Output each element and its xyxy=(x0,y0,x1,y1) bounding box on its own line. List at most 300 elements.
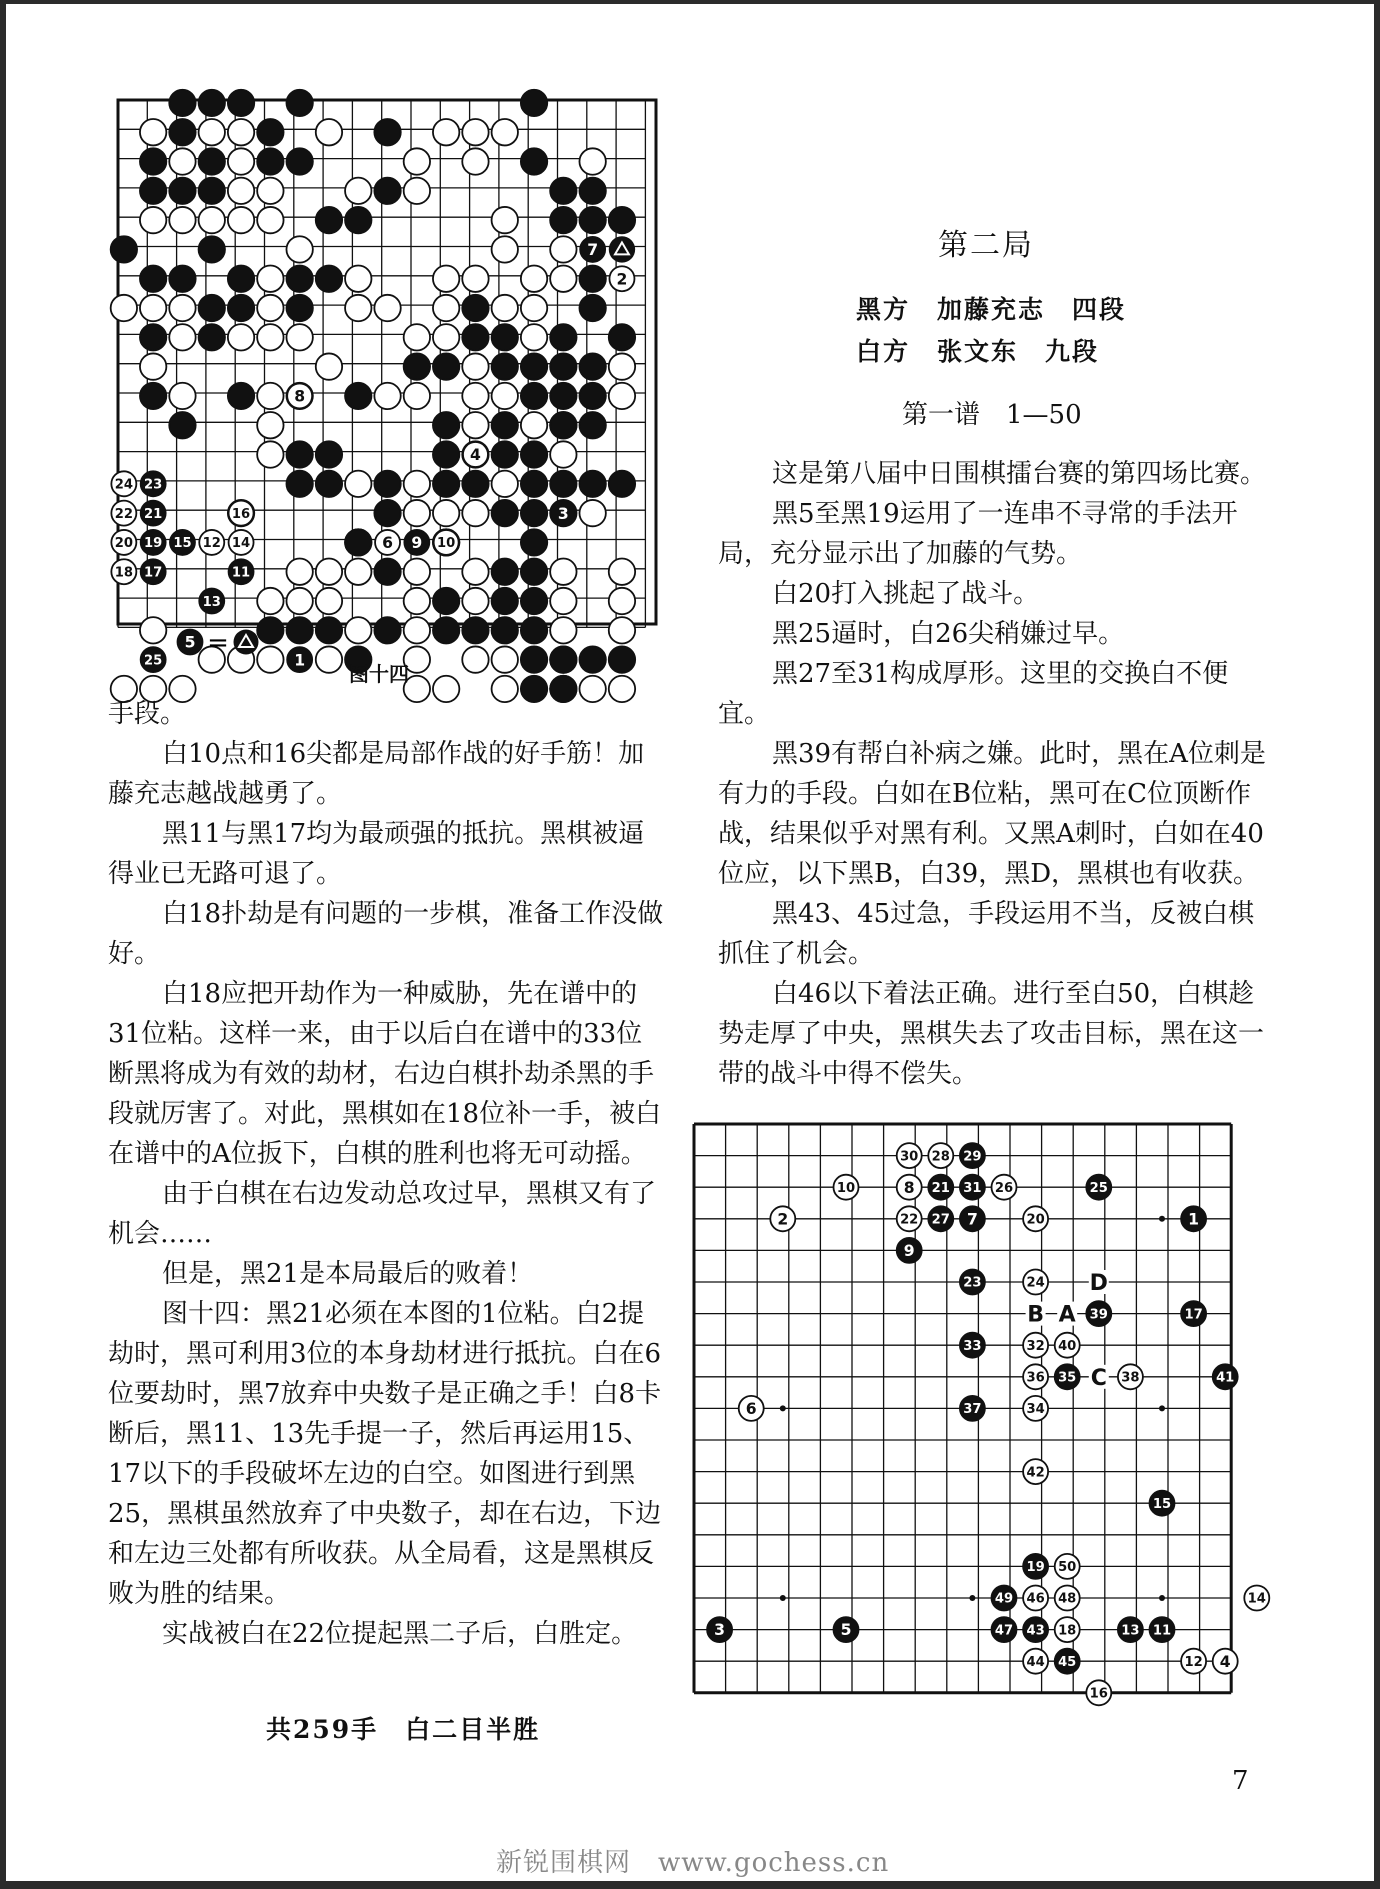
white-stone xyxy=(140,353,166,379)
black-stone xyxy=(169,178,195,204)
black-stone xyxy=(316,441,342,467)
black-move-9-label: 9 xyxy=(411,534,423,553)
white-stone xyxy=(169,383,195,409)
white-move-18-label: 18 xyxy=(1058,1623,1077,1639)
black-stone xyxy=(492,353,518,379)
white-stone xyxy=(404,617,430,643)
black-stone xyxy=(374,559,400,585)
legend-equals: = xyxy=(207,628,229,658)
black-stone xyxy=(521,500,547,526)
black-stone xyxy=(286,617,312,643)
white-stone xyxy=(140,617,166,643)
black-stone xyxy=(521,441,547,467)
black-stone xyxy=(492,412,518,438)
white-stone xyxy=(492,383,518,409)
left-para-6: 但是，黑21是本局最后的败着！ xyxy=(162,1259,534,1289)
black-move-11-label: 11 xyxy=(1152,1623,1172,1639)
white-stone xyxy=(462,412,488,438)
white-stone xyxy=(433,324,459,350)
black-stone xyxy=(609,207,635,233)
white-move-40-label: 40 xyxy=(1058,1338,1077,1354)
go-diagram-14 xyxy=(112,94,668,670)
white-stone xyxy=(462,383,488,409)
black-move-29-label: 29 xyxy=(963,1149,982,1165)
go-diagram-record-1 xyxy=(688,1118,1266,1712)
black-move-31-label: 31 xyxy=(963,1180,982,1196)
white-stone xyxy=(462,266,488,292)
black-move-21-label: 21 xyxy=(144,506,163,522)
white-move-10-label: 10 xyxy=(437,536,456,552)
white-stone xyxy=(257,588,283,614)
black-stone xyxy=(579,207,605,233)
white-stone xyxy=(579,148,605,174)
black-stone xyxy=(579,178,605,204)
right-para-6: 黑39有帮白补病之嫌。此时，黑在A位刺是有力的手段。白如在B位粘，黑可在C位顶断作战，结果似乎对黑有利。又黑A刺时，白如在40位应，以下黑B，白39，黑D，黑棋也有收获。 xyxy=(718,739,1266,889)
white-move-6-label: 6 xyxy=(745,1400,757,1419)
white-stone xyxy=(345,559,371,585)
page-number: 7 xyxy=(1232,1766,1249,1796)
white-move-16-label: 16 xyxy=(231,506,251,522)
black-move-13-label: 13 xyxy=(1121,1623,1140,1639)
black-stone xyxy=(286,148,312,174)
white-stone xyxy=(257,646,283,672)
white-stone xyxy=(286,559,312,585)
black-stone xyxy=(433,441,459,467)
black-move-23-label: 23 xyxy=(144,477,163,493)
black-stone xyxy=(199,295,225,321)
black-stone xyxy=(433,617,459,643)
white-player: 白方 张文东 九段 xyxy=(856,337,1100,366)
black-stone xyxy=(550,646,576,672)
white-stone xyxy=(228,119,254,145)
white-stone xyxy=(404,559,430,585)
white-stone xyxy=(609,617,635,643)
white-stone xyxy=(257,383,283,409)
white-stone xyxy=(404,178,430,204)
black-stone xyxy=(609,471,635,497)
black-move-19-label: 19 xyxy=(1026,1560,1045,1576)
white-stone xyxy=(521,324,547,350)
white-stone xyxy=(609,383,635,409)
white-stone xyxy=(228,148,254,174)
white-move-20-label: 20 xyxy=(114,536,133,552)
black-stone xyxy=(374,617,400,643)
white-stone xyxy=(462,646,488,672)
white-stone xyxy=(257,266,283,292)
white-stone xyxy=(169,295,195,321)
white-move-44-label: 44 xyxy=(1026,1654,1045,1670)
white-stone xyxy=(462,353,488,379)
left-para-7: 图十四：黑21必须在本图的1位粘。白2提劫时，黑可利用3位的本身劫材进行抵抗。白在6位要劫时，黑7放弃中央数子是正确之手！白8卡断后，黑11、13先手提一子，然后再运用15、17以下的手段破坏左边的白空。如图进行到黑25，黑棋虽然放弃了中央数子，却在右边，下边和左边三处都有所收获。从全局看，这是黑棋反败为胜的结果。 xyxy=(108,1299,662,1609)
white-stone xyxy=(316,119,342,145)
white-stone xyxy=(462,500,488,526)
black-stone xyxy=(550,412,576,438)
black-stone xyxy=(609,324,635,350)
right-para-3: 白20打入挑起了战斗。 xyxy=(772,579,1040,609)
white-stone xyxy=(286,324,312,350)
black-stone xyxy=(169,412,195,438)
black-stone xyxy=(579,353,605,379)
black-stone xyxy=(433,412,459,438)
black-stone xyxy=(521,588,547,614)
point-label-B: B xyxy=(1027,1302,1044,1328)
white-stone xyxy=(492,471,518,497)
white-stone xyxy=(462,148,488,174)
white-stone xyxy=(169,207,195,233)
frame-left xyxy=(0,0,6,1889)
black-move-25-label: 25 xyxy=(1089,1180,1108,1196)
white-move-48-label: 48 xyxy=(1058,1591,1077,1607)
black-move-37-label: 37 xyxy=(963,1402,982,1418)
white-stone xyxy=(345,178,371,204)
left-para-2: 黑11与黑17均为最顽强的抵抗。黑棋被逼得业已无路可退了。 xyxy=(108,819,645,889)
black-stone xyxy=(316,266,342,292)
star-point xyxy=(780,1595,786,1601)
white-stone xyxy=(316,353,342,379)
black-stone xyxy=(111,236,137,262)
left-para-8: 实战被白在22位提起黑二子后，白胜定。 xyxy=(162,1619,638,1649)
white-move-16-label: 16 xyxy=(1089,1686,1108,1702)
white-stone xyxy=(257,207,283,233)
black-stone xyxy=(521,617,547,643)
white-stone xyxy=(404,324,430,350)
white-stone xyxy=(169,324,195,350)
black-move-19-label: 19 xyxy=(144,536,163,552)
black-stone xyxy=(433,471,459,497)
black-move-47-label: 47 xyxy=(994,1623,1014,1639)
black-stone xyxy=(257,617,283,643)
white-move-50-label: 50 xyxy=(1058,1560,1077,1576)
left-para-0: 手段。 xyxy=(108,699,187,729)
white-stone xyxy=(462,588,488,614)
white-move-2-label: 2 xyxy=(616,270,628,289)
black-player: 黑方 加藤充志 四段 xyxy=(856,295,1127,324)
black-move-45-label: 45 xyxy=(1058,1654,1077,1670)
white-stone xyxy=(140,295,166,321)
white-stone xyxy=(492,646,518,672)
black-stone xyxy=(550,207,576,233)
star-point xyxy=(969,1595,975,1601)
white-stone xyxy=(374,295,400,321)
black-move-1-label: 1 xyxy=(294,651,306,670)
white-move-42-label: 42 xyxy=(1026,1465,1045,1481)
black-stone xyxy=(316,207,342,233)
white-stone xyxy=(404,588,430,614)
black-move-17-label: 17 xyxy=(144,565,163,581)
black-stone xyxy=(140,266,166,292)
white-stone xyxy=(374,383,400,409)
black-move-11-label: 11 xyxy=(231,565,251,581)
white-stone xyxy=(433,500,459,526)
black-stone xyxy=(462,617,488,643)
point-label-D: D xyxy=(1089,1271,1108,1296)
point-label-A: A xyxy=(1058,1302,1076,1328)
white-stone xyxy=(140,119,166,145)
white-move-4-label: 4 xyxy=(1219,1652,1231,1671)
black-stone xyxy=(579,646,605,672)
right-para-4: 黑25逼时，白26尖稍嫌过早。 xyxy=(772,619,1125,649)
white-stone xyxy=(316,588,342,614)
black-stone xyxy=(228,295,254,321)
white-stone xyxy=(609,353,635,379)
black-stone xyxy=(257,119,283,145)
black-move-39-label: 39 xyxy=(1089,1307,1108,1323)
point-label-C: C xyxy=(1090,1365,1107,1391)
black-move-43-label: 43 xyxy=(1026,1623,1045,1639)
black-move-5-label: 5 xyxy=(840,1621,852,1640)
black-stone xyxy=(199,148,225,174)
black-stone xyxy=(462,471,488,497)
white-stone xyxy=(550,617,576,643)
white-stone xyxy=(228,178,254,204)
black-stone xyxy=(550,383,576,409)
black-stone xyxy=(199,324,225,350)
black-move-9-label: 9 xyxy=(903,1242,915,1261)
white-stone xyxy=(404,148,430,174)
black-stone xyxy=(228,266,254,292)
black-stone xyxy=(316,617,342,643)
white-move-12-label: 12 xyxy=(1184,1654,1203,1670)
black-stone xyxy=(140,148,166,174)
white-stone xyxy=(257,295,283,321)
white-stone xyxy=(492,207,518,233)
black-stone xyxy=(521,646,547,672)
white-stone xyxy=(550,588,576,614)
black-stone xyxy=(199,178,225,204)
black-move-49-label: 49 xyxy=(994,1591,1014,1607)
black-stone xyxy=(521,559,547,585)
black-move-17-label: 17 xyxy=(1184,1307,1203,1323)
black-stone xyxy=(169,266,195,292)
black-stone xyxy=(286,266,312,292)
black-stone xyxy=(579,266,605,292)
black-move-1-label: 1 xyxy=(1188,1210,1200,1229)
black-stone xyxy=(140,383,166,409)
white-move-24-label: 24 xyxy=(114,477,133,493)
white-stone xyxy=(521,412,547,438)
right-para-1: 这是第八届中日围棋擂台赛的第四场比赛。 xyxy=(772,459,1267,489)
left-para-3: 白18扑劫是有问题的一步棋，准备工作没做好。 xyxy=(108,899,664,969)
white-move-38-label: 38 xyxy=(1121,1370,1140,1386)
legend-black-5-label: 5 xyxy=(184,633,196,652)
white-move-46-label: 46 xyxy=(1026,1591,1045,1607)
white-move-4-label: 4 xyxy=(470,446,481,465)
black-stone xyxy=(199,90,225,116)
star-point xyxy=(1159,1216,1165,1222)
black-stone xyxy=(550,471,576,497)
black-stone xyxy=(492,588,518,614)
black-stone xyxy=(492,559,518,585)
black-stone xyxy=(374,178,400,204)
black-stone xyxy=(579,412,605,438)
black-move-21-label: 21 xyxy=(931,1180,950,1196)
black-stone xyxy=(374,119,400,145)
black-stone xyxy=(228,90,254,116)
black-move-7-label: 7 xyxy=(966,1210,978,1229)
black-stone xyxy=(374,500,400,526)
white-move-14-label: 14 xyxy=(231,536,251,552)
black-stone xyxy=(521,90,547,116)
white-stone xyxy=(579,500,605,526)
white-move-22-label: 22 xyxy=(900,1212,919,1228)
diagram-caption: 图十四 xyxy=(349,662,409,686)
black-stone xyxy=(140,178,166,204)
white-stone xyxy=(199,119,225,145)
star-point xyxy=(1159,1405,1165,1411)
white-move-32-label: 32 xyxy=(1026,1338,1045,1354)
black-stone xyxy=(521,148,547,174)
white-stone xyxy=(345,471,371,497)
black-move-13-label: 13 xyxy=(202,594,221,610)
black-move-7-label: 7 xyxy=(587,241,599,260)
white-move-10-label: 10 xyxy=(836,1180,856,1196)
white-move-24-label: 24 xyxy=(1026,1275,1045,1291)
white-stone xyxy=(404,383,430,409)
white-stone xyxy=(492,236,518,262)
black-move-27-label: 27 xyxy=(931,1212,950,1228)
black-stone xyxy=(550,178,576,204)
white-move-22-label: 22 xyxy=(114,506,133,522)
right-para-8: 白46以下着法正确。进行至白50，白棋趁势走厚了中央，黑棋失去了攻击目标，黑在这一带的战斗中得不偿失。 xyxy=(718,979,1265,1089)
frame-bottom xyxy=(0,1881,1380,1889)
white-move-8-label: 8 xyxy=(903,1178,915,1197)
black-stone xyxy=(286,295,312,321)
white-stone xyxy=(169,148,195,174)
white-move-28-label: 28 xyxy=(931,1149,950,1165)
black-stone xyxy=(521,353,547,379)
white-stone xyxy=(286,588,312,614)
white-stone xyxy=(228,207,254,233)
white-stone xyxy=(140,207,166,233)
white-stone xyxy=(462,119,488,145)
white-move-34-label: 34 xyxy=(1026,1402,1045,1418)
watermark: 新锐围棋网 www.gochess.cn xyxy=(496,1848,890,1878)
white-stone xyxy=(550,559,576,585)
black-stone xyxy=(521,529,547,555)
black-stone xyxy=(609,646,635,672)
left-column xyxy=(108,694,668,1654)
white-stone xyxy=(228,324,254,350)
white-stone xyxy=(433,266,459,292)
black-stone xyxy=(521,383,547,409)
right-para-7: 黑43、45过急，手段运用不当，反被白棋抓住了机会。 xyxy=(718,899,1255,969)
record-title: 第一谱 1—50 xyxy=(902,400,1082,430)
black-stone xyxy=(521,471,547,497)
black-stone xyxy=(550,324,576,350)
white-move-14-label: 14 xyxy=(1247,1591,1266,1607)
white-stone xyxy=(404,471,430,497)
white-move-8-label: 8 xyxy=(294,387,306,406)
black-stone xyxy=(140,324,166,350)
left-para-4: 白18应把开劫作为一种威胁，先在谱中的31位粘。这样一来，由于以后白在谱中的33位断黑将成为有效的劫材，右边白棋扑劫杀黑的手段就厉害了。对此，黑棋如在18位补一手，被白在谱中的A位扳下，白棋的胜利也将无可动摇。 xyxy=(108,979,662,1169)
black-stone xyxy=(345,529,371,555)
black-move-41-label: 41 xyxy=(1216,1370,1235,1386)
right-column xyxy=(718,454,1278,1094)
white-stone xyxy=(609,559,635,585)
black-stone xyxy=(286,471,312,497)
black-move-35-label: 35 xyxy=(1058,1370,1077,1386)
black-stone xyxy=(404,353,430,379)
white-stone xyxy=(257,441,283,467)
left-para-1: 白10点和16尖都是局部作战的好手筋！加藤充志越战越勇了。 xyxy=(108,739,645,809)
white-stone xyxy=(345,295,371,321)
black-stone xyxy=(462,295,488,321)
right-para-5: 黑27至31构成厚形。这里的交换白不便宜。 xyxy=(718,659,1229,729)
black-stone xyxy=(462,324,488,350)
white-stone xyxy=(550,236,576,262)
black-move-3-label: 3 xyxy=(714,1621,726,1640)
white-stone xyxy=(316,559,342,585)
black-move-3-label: 3 xyxy=(557,504,569,523)
white-stone xyxy=(433,295,459,321)
black-stone xyxy=(433,588,459,614)
white-move-30-label: 30 xyxy=(900,1149,919,1165)
black-move-15-label: 15 xyxy=(1152,1496,1172,1512)
black-stone xyxy=(492,324,518,350)
white-stone xyxy=(199,207,225,233)
black-stone xyxy=(579,295,605,321)
white-move-26-label: 26 xyxy=(994,1180,1014,1196)
black-stone xyxy=(345,383,371,409)
white-stone xyxy=(609,588,635,614)
white-stone xyxy=(345,266,371,292)
white-move-6-label: 6 xyxy=(382,534,393,553)
white-move-20-label: 20 xyxy=(1026,1212,1045,1228)
white-stone xyxy=(492,295,518,321)
white-stone xyxy=(521,266,547,292)
game-total: 共259手 白二目半胜 xyxy=(266,1715,541,1744)
white-stone xyxy=(111,295,137,321)
black-stone xyxy=(550,353,576,379)
frame-top xyxy=(0,0,1380,4)
white-move-12-label: 12 xyxy=(202,536,221,552)
black-stone xyxy=(345,207,371,233)
star-point xyxy=(1159,1595,1165,1601)
left-para-5: 由于白棋在右边发动总攻过早，黑棋又有了机会…… xyxy=(108,1179,657,1249)
white-stone xyxy=(550,266,576,292)
right-para-2: 黑5至黑19运用了一连串不寻常的手法开局，充分显示出了加藤的气势。 xyxy=(718,499,1238,569)
white-stone xyxy=(433,119,459,145)
black-move-15-label: 15 xyxy=(173,536,192,552)
white-stone xyxy=(404,500,430,526)
white-stone xyxy=(462,559,488,585)
white-move-36-label: 36 xyxy=(1026,1370,1045,1386)
black-stone xyxy=(492,500,518,526)
white-stone xyxy=(316,646,342,672)
white-stone xyxy=(257,324,283,350)
black-stone xyxy=(286,441,312,467)
black-stone xyxy=(199,236,225,262)
black-stone xyxy=(169,90,195,116)
black-stone xyxy=(286,90,312,116)
white-stone xyxy=(550,441,576,467)
black-stone xyxy=(579,383,605,409)
white-stone xyxy=(257,412,283,438)
black-stone xyxy=(374,471,400,497)
star-point xyxy=(780,1405,786,1411)
white-move-18-label: 18 xyxy=(114,565,133,581)
black-stone xyxy=(579,471,605,497)
game-title: 第二局 xyxy=(938,228,1034,263)
black-stone xyxy=(169,119,195,145)
black-move-23-label: 23 xyxy=(963,1275,982,1291)
white-stone xyxy=(286,236,312,262)
frame-right xyxy=(1374,0,1380,1889)
black-stone xyxy=(316,471,342,497)
black-move-25-label: 25 xyxy=(144,653,163,669)
black-move-33-label: 33 xyxy=(963,1338,982,1354)
black-stone xyxy=(257,148,283,174)
